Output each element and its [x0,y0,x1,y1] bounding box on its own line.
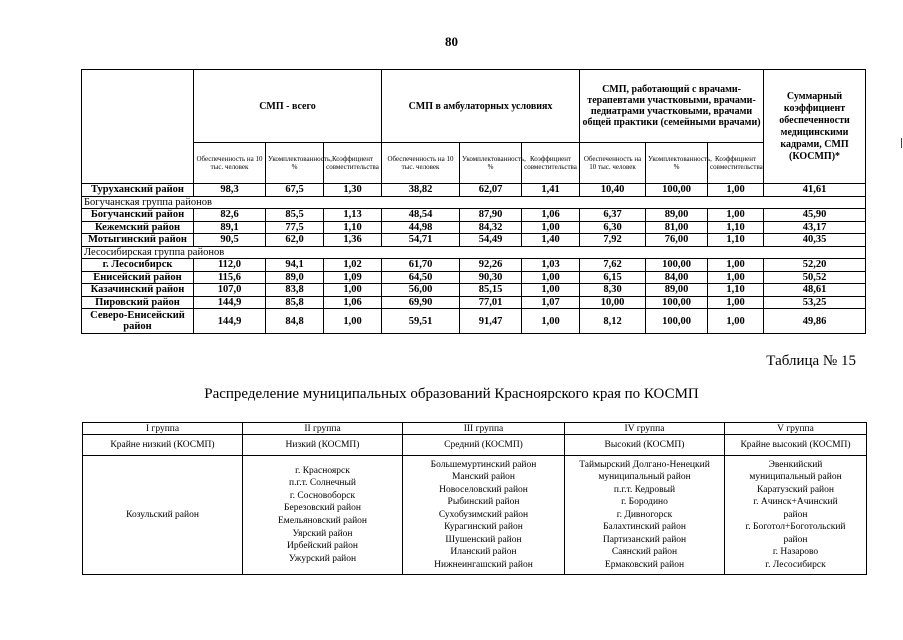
municipality-item: район [783,534,808,545]
municipality-item: п.г.т. Кедровый [613,484,676,495]
value-cell: 38,82 [382,184,460,197]
staffing-table-body [82,184,866,334]
row-name-cell: Мотыгинский район [82,234,194,247]
municipality-item: г. Боготол+Боготольский [745,522,846,533]
row-name-cell: Кежемский район [82,221,194,234]
table-row [82,296,866,309]
value-cell: 1,00 [522,221,580,234]
value-cell: 112,0 [194,259,266,272]
municipality-item: Иланский район [450,547,517,558]
municipality-item: Сухобузимский район [438,509,529,520]
value-cell: 45,90 [764,209,866,222]
group-name-cell: Богучанская группа районов [82,196,866,209]
municipality-item: г. Бородино [621,497,668,508]
staffing-subheader: Укомплектованность, % [266,143,324,184]
table-row [82,209,866,222]
row-name-cell: Богучанский район [82,209,194,222]
municipality-list-cell [565,456,725,575]
provision-subheader: Обеспеченность на 10 тыс. человек [194,143,266,184]
value-cell: 85,5 [266,209,324,222]
value-cell: 1,06 [522,209,580,222]
value-cell: 83,8 [266,284,324,297]
value-cell: 1,36 [324,234,382,247]
provision-subheader: Обеспеченность на 10 тыс. человек [580,143,646,184]
value-cell: 1,00 [708,184,764,197]
value-cell: 54,71 [382,234,460,247]
value-cell: 8,12 [580,309,646,334]
municipality-item: Каратузский район [757,484,834,495]
value-cell: 1,41 [522,184,580,197]
combining-subheader: Коэффициент совместительства [324,143,382,184]
value-cell: 90,30 [460,271,522,284]
municipality-item: Рыбинский район [447,497,520,508]
municipality-item: Емельяновский район [278,516,367,526]
municipality-list-cell [725,456,867,575]
municipality-item: Новоселовский район [439,484,528,495]
value-cell: 8,30 [580,284,646,297]
smp-total-header: СМП - всего [194,70,382,143]
value-cell: 1,02 [324,259,382,272]
municipality-item: Саянский район [611,547,678,558]
row-name-cell: Пировский район [82,296,194,309]
value-cell: 40,35 [764,234,866,247]
value-cell: 1,30 [324,184,382,197]
municipality-item: Уярский район [292,528,353,539]
group-header: II группа [243,423,403,435]
kosmp-level-cell: Высокий (КОСМП) [565,435,725,456]
combining-subheader: Коэффициент совместительства [522,143,580,184]
municipality-item: Таймырский Долгано-Ненецкий [579,459,710,470]
value-cell: 92,26 [460,259,522,272]
value-cell: 62,07 [460,184,522,197]
row-name-cell: Казачинский район [82,284,194,297]
value-cell: 1,03 [522,259,580,272]
page-number: 80 [445,34,458,49]
value-cell: 61,70 [382,259,460,272]
value-cell: 1,00 [708,259,764,272]
value-cell: 6,37 [580,209,646,222]
value-cell: 1,09 [324,271,382,284]
value-cell: 54,49 [460,234,522,247]
municipality-item: г. Красноярск [295,465,350,476]
value-cell: 1,00 [522,284,580,297]
value-cell: 53,25 [764,296,866,309]
row-name-cell: Туруханский район [82,184,194,197]
value-cell: 69,90 [382,296,460,309]
kosmp-distribution-table [82,422,867,575]
value-cell: 48,61 [764,284,866,297]
municipality-item: Балахтинский район [603,522,686,533]
value-cell: 100,00 [646,259,708,272]
value-cell: 1,00 [708,296,764,309]
kosmp-level-cell: Низкий (КОСМП) [243,435,403,456]
value-cell: 1,10 [324,221,382,234]
value-cell: 94,1 [266,259,324,272]
group-header: V группа [725,423,867,435]
value-cell: 67,5 [266,184,324,197]
municipality-item: Курагинский район [444,522,523,533]
value-cell: 1,00 [522,309,580,334]
municipality-list-cell [403,456,565,575]
name-column-header [82,70,194,184]
value-cell: 1,10 [708,234,764,247]
kosmp-level-cell: Крайне высокий (КОСМП) [725,435,867,456]
value-cell: 10,40 [580,184,646,197]
municipality-list-cell [83,456,243,575]
value-cell: 100,00 [646,309,708,334]
municipality-item: район [783,509,808,520]
value-cell: 90,5 [194,234,266,247]
municipality-item: Ирбейский район [287,541,358,552]
table-row [82,221,866,234]
value-cell: 41,61 [764,184,866,197]
municipality-item: г. Дивногорск [616,509,673,520]
value-cell: 81,00 [646,221,708,234]
row-name-cell: Енисейский район [82,271,194,284]
value-cell: 44,98 [382,221,460,234]
table-row [82,284,866,297]
value-cell: 7,62 [580,259,646,272]
row-name-cell: Северо-Енисейский район [82,309,194,334]
value-cell: 1,00 [324,309,382,334]
municipality-item: Козульский район [126,509,199,520]
municipality-item: Нижнеингашский район [434,559,533,570]
value-cell: 84,8 [266,309,324,334]
smp-ambulatory-header: СМП в амбулаторных условиях [382,70,580,143]
value-cell: 6,30 [580,221,646,234]
table-row [82,184,866,197]
value-cell: 1,00 [708,309,764,334]
provision-subheader: Обеспеченность на 10 тыс. человек [382,143,460,184]
group-row [82,196,866,209]
value-cell: 98,3 [194,184,266,197]
value-cell: 49,86 [764,309,866,334]
municipality-item: Ермаковский район [604,559,685,570]
staffing-subheader: Укомплектованность, % [460,143,522,184]
municipality-item: Большемуртинский район [430,459,537,470]
kosmp-level-cell: Крайне низкий (КОСМП) [83,435,243,456]
value-cell: 52,20 [764,259,866,272]
value-cell: 1,40 [522,234,580,247]
value-cell: 85,15 [460,284,522,297]
value-cell: 1,10 [708,221,764,234]
staffing-subheader: Укомплектованность, % [646,143,708,184]
value-cell: 85,8 [266,296,324,309]
group-header: IV группа [565,423,725,435]
value-cell: 107,0 [194,284,266,297]
staffing-table [81,69,866,334]
value-cell: 89,00 [646,209,708,222]
value-cell: 1,07 [522,296,580,309]
group-header: I группа [83,423,243,435]
value-cell: 1,10 [708,284,764,297]
value-cell: 144,9 [194,296,266,309]
summary-coefficient-header: Суммарный коэффициент обеспеченности медицинскими кадрами, СМП (КОСМП)* [764,70,866,184]
value-cell: 1,00 [522,271,580,284]
group-row [82,246,866,259]
value-cell: 76,00 [646,234,708,247]
value-cell: 43,17 [764,221,866,234]
municipality-item: Ужурский район [288,553,357,564]
value-cell: 48,54 [382,209,460,222]
value-cell: 50,52 [764,271,866,284]
value-cell: 1,00 [708,209,764,222]
municipality-item: Березовский район [284,503,361,514]
kosmp-level-cell: Средний (КОСМП) [403,435,565,456]
municipality-item: г. Ачинск+Ачинский [753,497,838,508]
municipality-item: Эвенкийский [768,459,823,470]
combining-subheader: Коэффициент совместительства [708,143,764,184]
value-cell: 115,6 [194,271,266,284]
value-cell: 77,5 [266,221,324,234]
municipality-item: п.г.т. Солнечный [289,478,356,489]
value-cell: 84,00 [646,271,708,284]
value-cell: 62,0 [266,234,324,247]
value-cell: 89,1 [194,221,266,234]
value-cell: 77,01 [460,296,522,309]
municipality-item: Манский район [451,472,515,483]
value-cell: 1,00 [324,284,382,297]
value-cell: 59,51 [382,309,460,334]
row-name-cell: г. Лесосибирск [82,259,194,272]
scan-edge-mark [901,138,902,148]
group-header: III группа [403,423,565,435]
municipality-item: муниципальный район [598,472,691,483]
table-row [82,309,866,334]
table-row [82,234,866,247]
table-title: Распределение муниципальных образований Красноярского края по КОСМП [204,386,699,402]
table-number: Таблица № 15 [766,353,856,369]
value-cell: 144,9 [194,309,266,334]
value-cell: 91,47 [460,309,522,334]
value-cell: 89,0 [266,271,324,284]
value-cell: 84,32 [460,221,522,234]
municipality-list-cell [243,456,403,575]
group-name-cell: Лесосибирская группа районов [82,246,866,259]
value-cell: 87,90 [460,209,522,222]
municipality-item: Партизанский район [602,534,687,545]
table-row [82,271,866,284]
value-cell: 1,00 [708,271,764,284]
value-cell: 100,00 [646,296,708,309]
municipality-item: г. Сосновоборск [289,490,356,501]
value-cell: 64,50 [382,271,460,284]
value-cell: 89,00 [646,284,708,297]
value-cell: 7,92 [580,234,646,247]
value-cell: 82,6 [194,209,266,222]
municipality-item: г. Лесосибирск [765,559,826,570]
table-row [82,259,866,272]
value-cell: 1,13 [324,209,382,222]
municipality-item: г. Назарово [772,547,819,558]
value-cell: 6,15 [580,271,646,284]
smp-physicians-header: СМП, работающий с врачами-терапевтами участковыми, врачами-педиатрами участковыми, врачами общей практики (семейными врачами) [580,70,764,143]
value-cell: 56,00 [382,284,460,297]
municipality-item: Шушенский район [445,534,522,545]
municipality-item: муниципальный район [749,472,842,483]
value-cell: 1,06 [324,296,382,309]
value-cell: 100,00 [646,184,708,197]
value-cell: 10,00 [580,296,646,309]
